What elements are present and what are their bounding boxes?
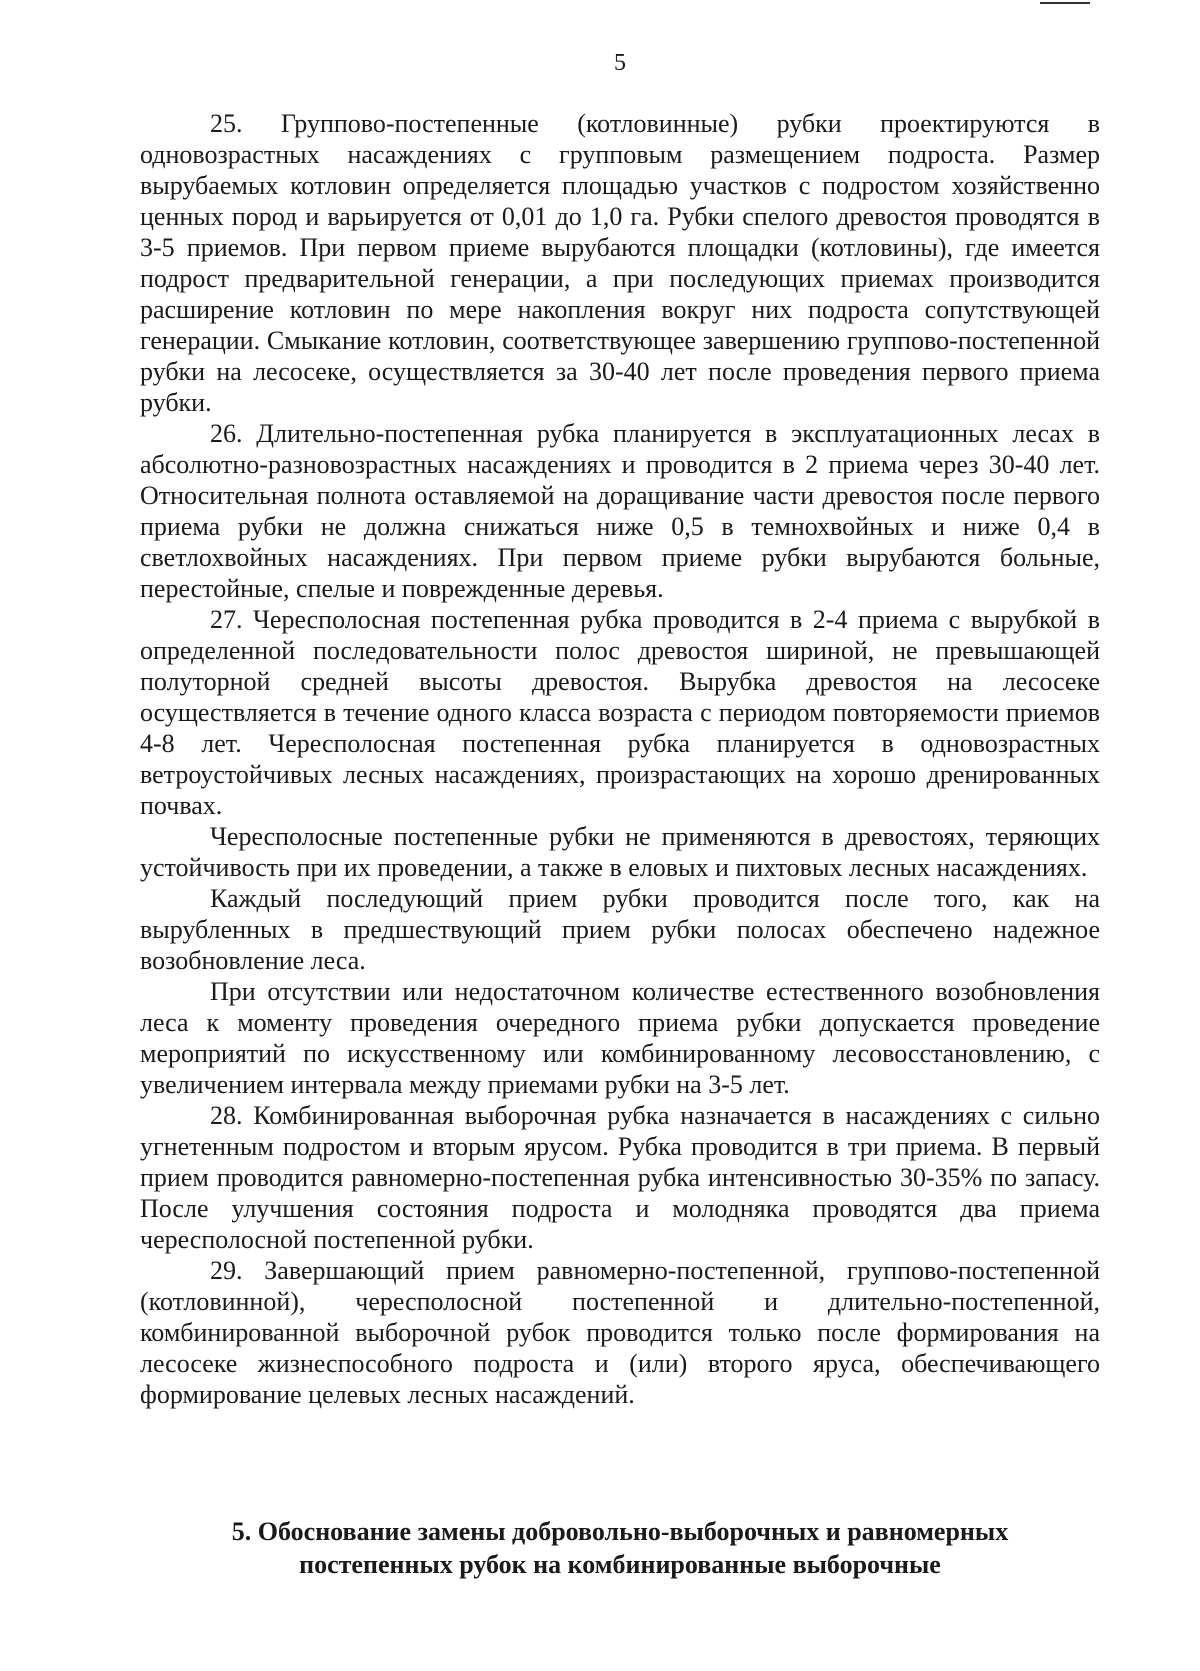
paragraph-28: 28. Комбинированная выборочная рубка назначается в насаждениях с сильно угнетенным подростом и вторым ярусом. Рубка проводится в три приема. В первый прием проводится равномерно-постепенная рубка интенсивностью 30-35% по запасу. После улучшения состояния подроста и молодняка проводятся два приема чересполосной постепенной рубки.: [140, 1101, 1100, 1254]
paragraph-27: 27. Чересполосная постепенная рубка проводится в 2-4 приема с вырубкой в определенной последовательности полос древостоя шириной, не превышающей полуторной средней высоты древостоя. Вырубка древостоя на лесосеке осуществляется в течение одного класса возраста с периодом повторяемости приемов 4-8 лет. Чересполосная постепенная рубка планируется в одновозрастных ветроустойчивых лесных насаждениях, произрастающих на хорошо дренированных почвах.: [140, 605, 1100, 820]
paragraph-27-note-2: Каждый последующий прием рубки проводится после того, как на вырубленных в предшествующий прием рубки полосах обеспечено надежное возобновление леса.: [140, 884, 1100, 975]
paragraph-29: 29. Завершающий прием равномерно-постепенной, группово-постепенной (котловинной), чересполосной постепенной и длительно-постепенной, комбинированной выборочной рубок проводится только после формирования на лесосеке жизнеспособного подроста и (или) второго яруса, обеспечивающего формирование целевых лесных насаждений.: [140, 1256, 1100, 1409]
paragraph-25: 25. Группово-постепенные (котловинные) рубки проектируются в одновозрастных насаждениях с групповым размещением подроста. Размер вырубаемых котловин определяется площадью участков с подростом хозяйственно ценных пород и варьируется от 0,01 до 1,0 га. Рубки спелого древостоя проводятся в 3-5 приемов. При первом приеме вырубаются площадки (котловины), где имеется подрост предварительной генерации, а при последующих приемах производится расширение котловин по мере накопления вокруг них подроста сопутствующей генерации. Смыкание котловин, соответствующее завершению группово-постепенной рубки на лесосеке, осуществляется за 30-40 лет после проведения первого приема рубки.: [140, 109, 1100, 417]
document-body: [140, 108, 1100, 1410]
section-heading: [140, 1515, 1100, 1581]
paragraph-27-note-3: При отсутствии или недостаточном количестве естественного возобновления леса к моменту проведения очередного приема рубки допускается проведение мероприятий по искусственному или комбинированному лесовосстановлению, с увеличением интервала между приемами рубки на 3-5 лет.: [140, 977, 1100, 1099]
paragraph-26: 26. Длительно-постепенная рубка планируется в эксплуатационных лесах в абсолютно-разновозрастных насаждениях и проводится в 2 приема через 30-40 лет. Относительная полнота оставляемой на доращивание части древостоя после первого приема рубки не должна снижаться ниже 0,5 в темнохвойных и ниже 0,4 в светлохвойных насаждениях. При первом приеме рубки вырубаются больные, перестойные, спелые и поврежденные деревья.: [140, 419, 1100, 603]
section-heading-line-1: 5. Обоснование замены добровольно-выборочных и равномерных: [231, 1517, 1009, 1546]
paragraph-27-note-1: Чересполосные постепенные рубки не применяются в древостоях, теряющих устойчивость при их проведении, а также в еловых и пихтовых лесных насаждениях.: [140, 822, 1100, 882]
section-heading-line-2: постепенных рубок на комбинированные выборочные: [299, 1550, 941, 1579]
page-number: 5: [614, 50, 626, 76]
scan-artifact: [1040, 2, 1090, 4]
